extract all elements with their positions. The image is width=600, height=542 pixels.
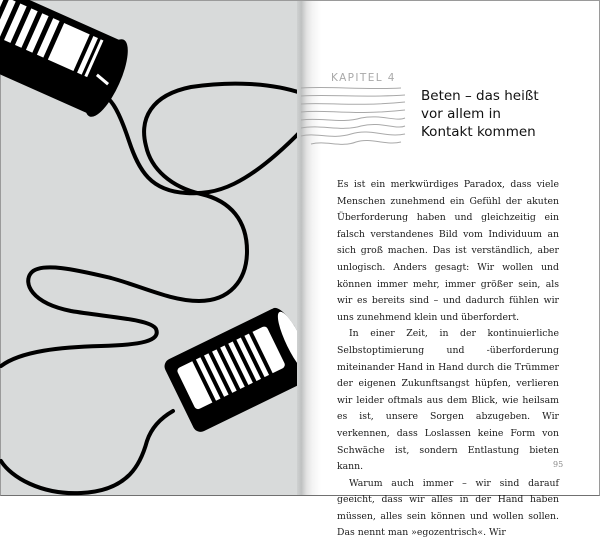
paragraph: Es ist ein merkwürdiges Paradox, dass viele Menschen zunehmend ein Gefühl der akuten Überforderung haben und gleichzeitig ein falsch verstandenes Bild vom Individuum an sich groß machen. Das ist verständlich, aber unlogisch. Anders gesagt: Wir wollen und können immer mehr, immer größer sein, als wir es bereits sind – und dadurch fühlen wir uns zunehmend klein und überfordert.	[337, 179, 559, 323]
top-can-icon	[0, 0, 136, 122]
chapter-header	[301, 1, 599, 161]
left-page	[1, 1, 301, 495]
page-number: 95	[553, 460, 564, 469]
chapter-label: KAPITEL 4	[331, 72, 396, 84]
body-text	[337, 177, 559, 542]
paragraph: In einer Zeit, in der kontinuierliche Selbstoptimierung und -überforderung miteinander Hand in Hand durch die Trümmer der eigenen Zukunftsangst hüpfen, verlieren wir leider oftmals aus dem Blick, wie heilsam es ist, unsere Sorgen abzugeben. Wir verkennen, dass Loslassen keine Form von Schwäche ist, sondern Entlastung bieten kann.	[337, 328, 559, 473]
chapter-title-line: vor allem in	[421, 106, 501, 122]
chapter-title	[421, 87, 539, 141]
right-page	[301, 1, 599, 539]
chapter-title-line: Beten – das heißt	[421, 88, 539, 104]
wave-lines-icon	[301, 82, 413, 152]
paragraph: Warum auch immer – wir sind darauf geeicht, dass wir alles in der Hand haben müssen, alles sein können und wollen sollen. Das nennt man »egozentrisch«. Wir	[337, 477, 559, 539]
string-icon	[1, 84, 301, 494]
tin-can-telephone-illustration	[1, 1, 301, 495]
bottom-can-icon	[162, 303, 319, 435]
chapter-title-line: Kontakt kommen	[421, 124, 536, 140]
